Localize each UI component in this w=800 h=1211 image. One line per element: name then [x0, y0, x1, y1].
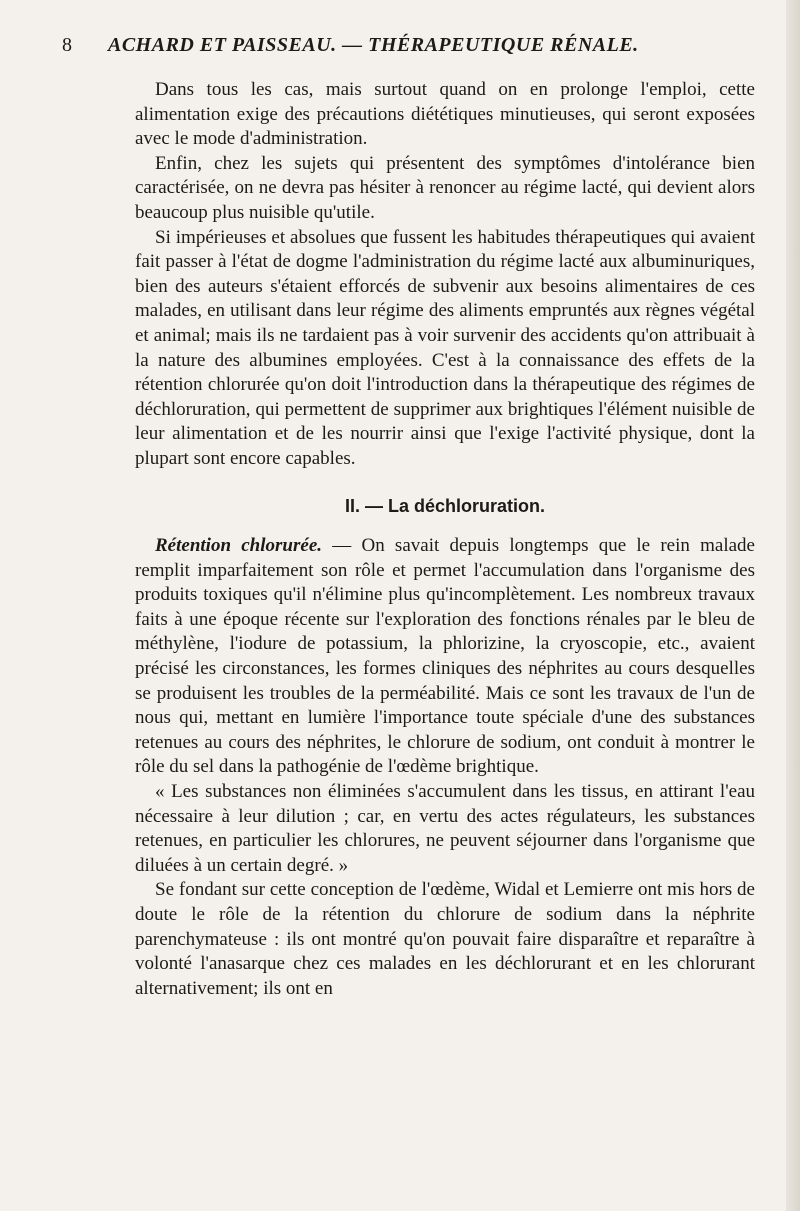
running-header — [62, 34, 762, 57]
page-edge-shadow — [786, 0, 800, 1211]
page-body — [135, 78, 755, 1001]
paragraph-3: Si impérieuses et absolues que fussent les habitudes thérapeutiques qui avaient fait passer à l'état de dogme l'administration du régime lacté aux albuminuriques, bien des auteurs s'étaient efforcés de subvenir aux besoins alimentaires de ces malades, en utilisant dans leur régime des aliments empruntés aux règnes végétal et animal; mais ils ne tardaient pas à voir survenir des accidents qu'on attribuait à la nature des albumines employées. C'est à la connaissance des effets de la rétention chlorurée qu'on doit l'introduction dans la thérapeutique des régimes de déchloruration, qui permettent de supprimer aux brightiques l'élément nuisible de leur alimentation et de les nourrir ainsi que l'exige l'activité physique, dont la plupart sont encore capables. — [135, 226, 755, 469]
paragraph-1: Dans tous les cas, mais surtout quand on en prolonge l'emploi, cette alimentation exige des précautions diététiques minutieuses, qui seront exposées avec le mode d'administration. — [135, 79, 755, 150]
page-number: 8 — [62, 34, 73, 56]
retention-text: — On savait depuis longtemps que le rein malade remplit imparfaitement son rôle et permet l'accumulation dans l'organisme des produits toxiques qu'il n'élimine plus qu'incomplètement. Les nombreux travaux faits à une époque récente sur l'exploration des fonctions rénales par le bleu de méthylène, l'iodure de potassium, la phlorizine, la cryoscopie, etc., avaient précisé les circonstances, les formes cliniques des néphrites au cours desquelles se produisent les troubles de la perméabilité. Mais ce sont les travaux de l'un de nous qui, mettant en lumière l'importance toute spéciale d'une des substances retenues au cours des néphrites, le chlorure de sodium, ont conduit à montrer le rôle du sel dans la pathogénie de l'œdème brightique. — [135, 535, 755, 778]
paragraph-final: Se fondant sur cette conception de l'œdème, Widal et Lemierre ont mis hors de doute le rôle de la rétention du chlorure de sodium dans la néphrite parenchymateuse : ils ont montré qu'on pouvait faire disparaître et reparaître à volonté l'anasarque chez ces malades en les déchlorurant et en les chlorurant alternativement; ils ont en — [135, 879, 755, 999]
paragraph-quote: « Les substances non éliminées s'accumulent dans les tissus, en attirant l'eau nécessaire à leur dilution ; car, en vertu des actes régulateurs, les substances retenues, en particulier les chlorures, ne peuvent séjourner dans l'organisme que diluées à un certain degré. » — [135, 781, 755, 876]
paragraph-2: Enfin, chez les sujets qui présentent des symptômes d'intolérance bien caractérisée, on ne devra pas hésiter à renoncer au régime lacté, qui devient alors beaucoup plus nuisible qu'utile. — [135, 152, 755, 223]
retention-lead: Rétention chlorurée. — [155, 535, 322, 557]
paragraph-retention — [135, 534, 755, 780]
section-heading: II. — La déchloruration. — [344, 495, 546, 516]
running-title: ACHARD ET PAISSEAU. — THÉRAPEUTIQUE RÉNALE. — [108, 34, 639, 56]
